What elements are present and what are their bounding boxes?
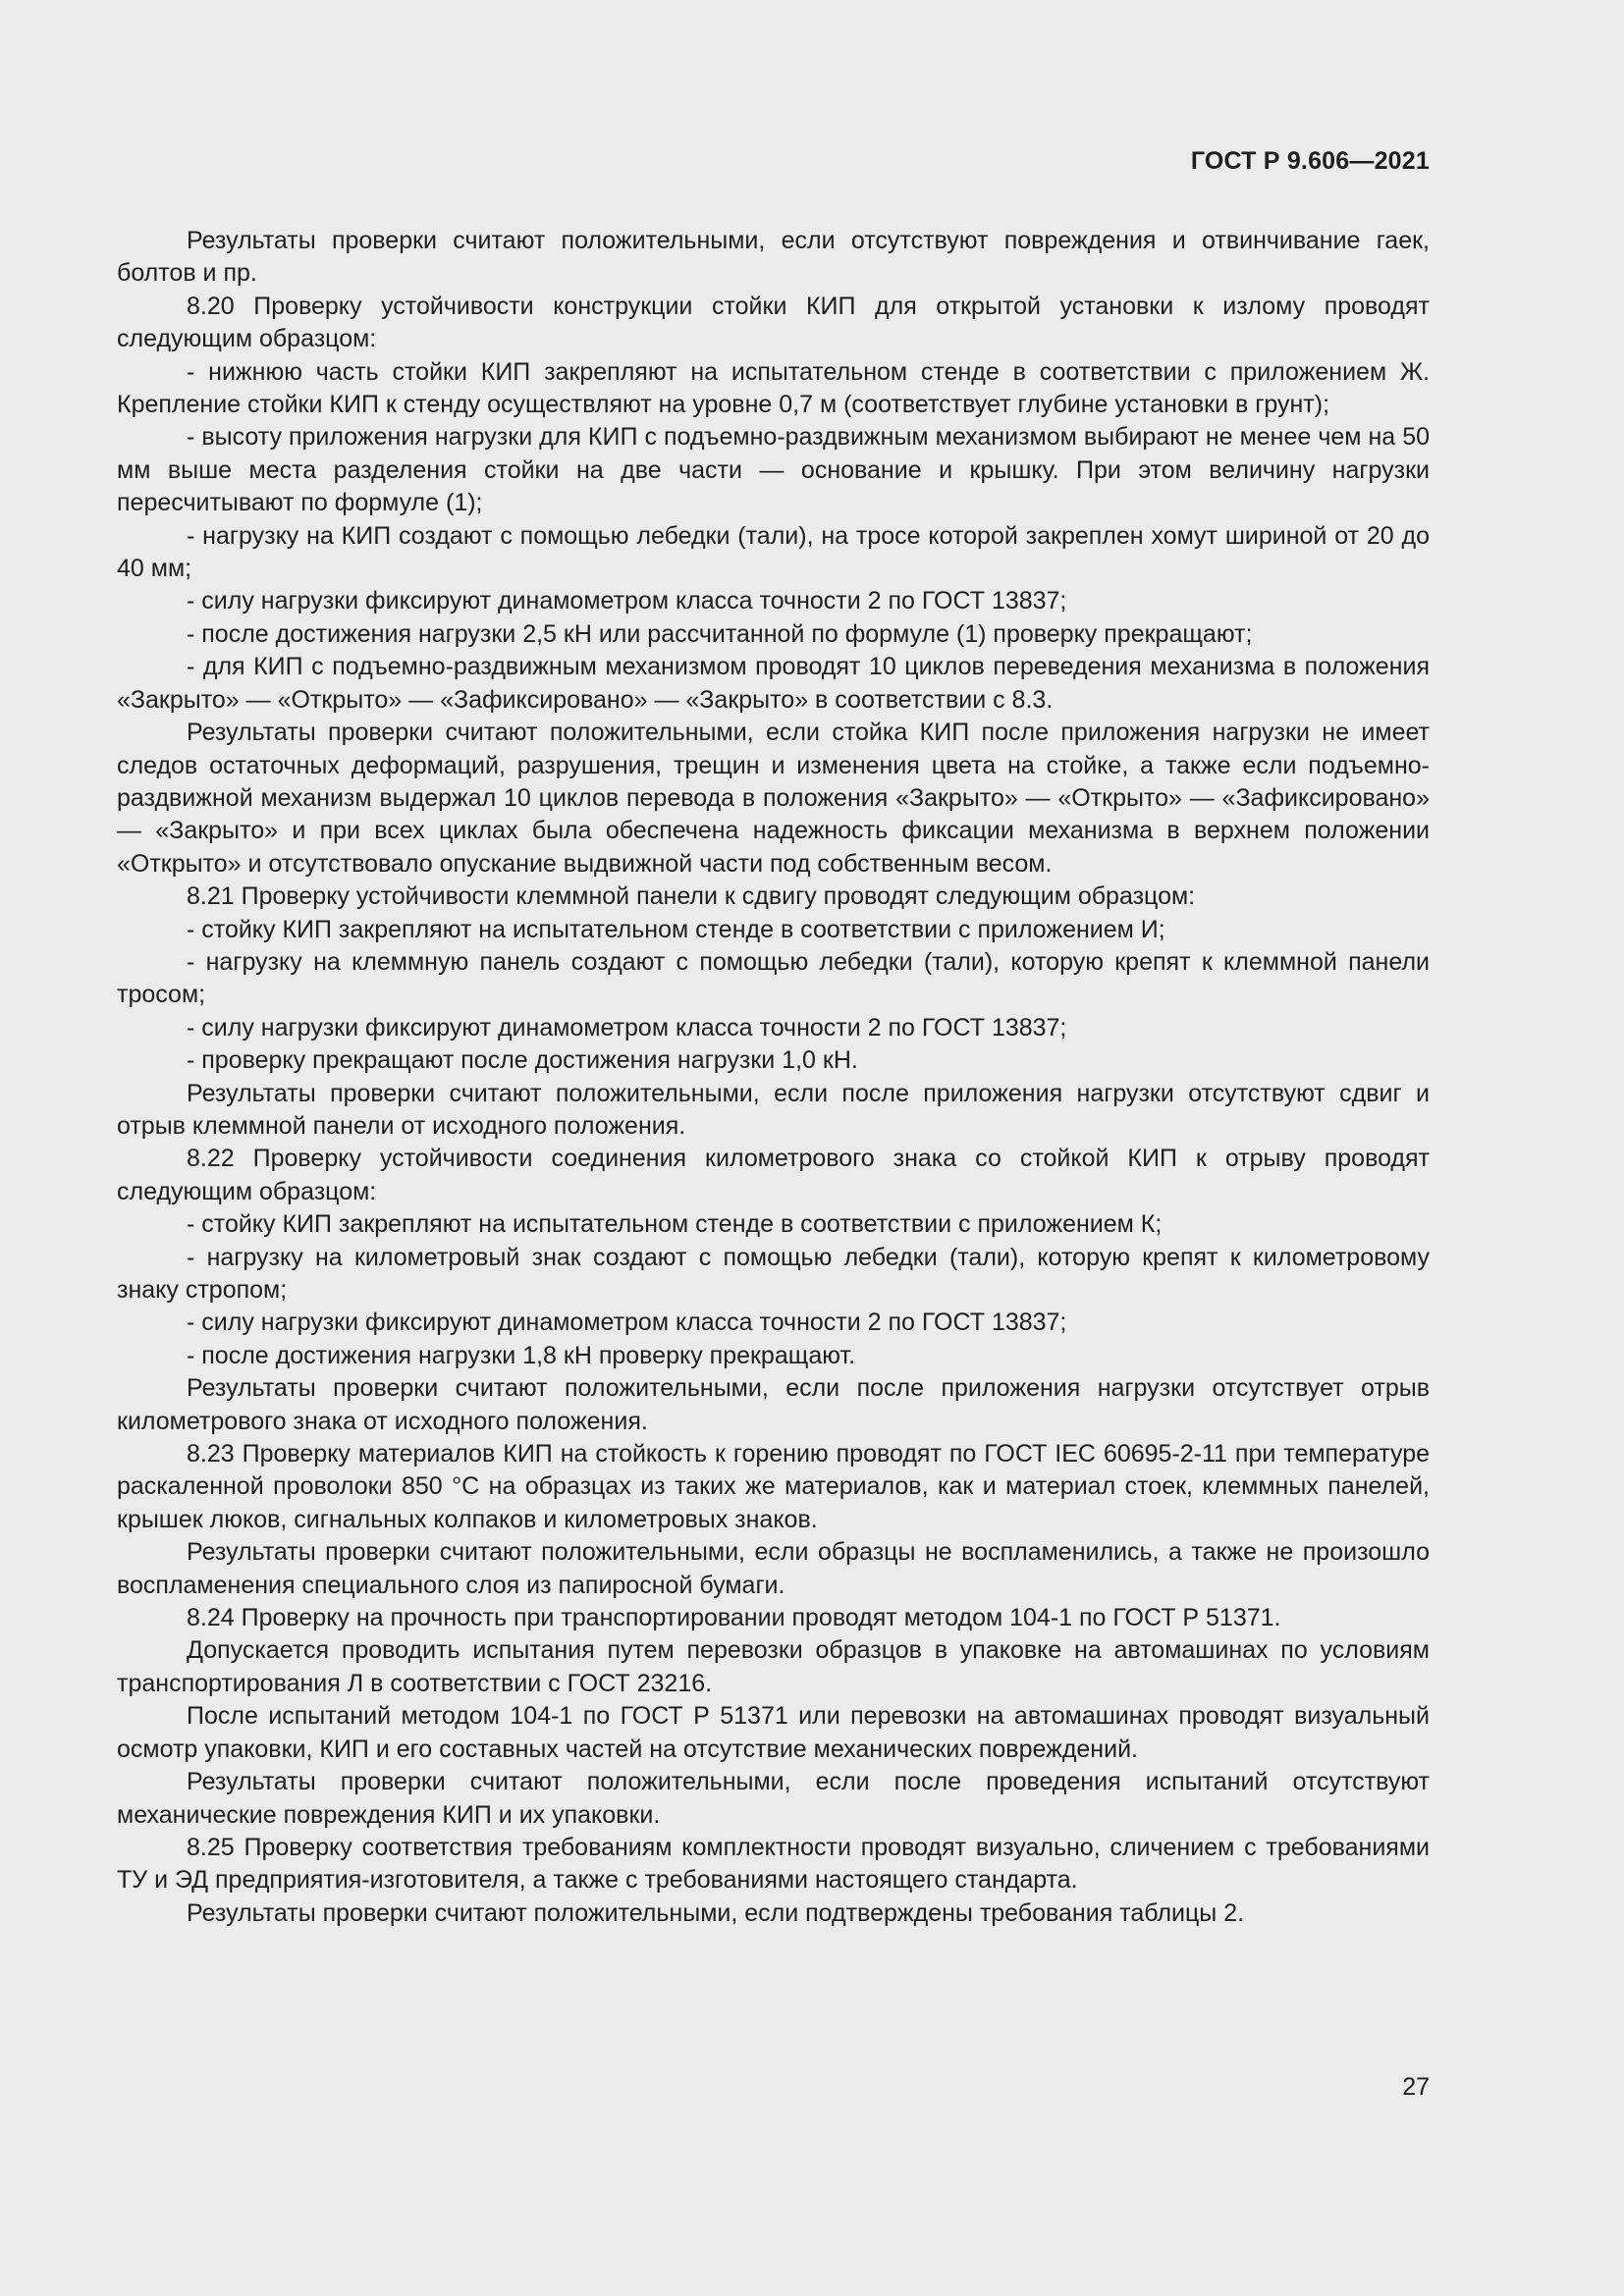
list-item: - высоту приложения нагрузки для КИП с подъемно-раздвижным механизмом выбирают не менее чем на 50 мм выше места разделения стойки на две части — основание и крышку. При этом величину нагрузки пересчитывают по формуле (1); bbox=[117, 423, 1430, 517]
list-item: - силу нагрузки фиксируют динамометром класса точности 2 по ГОСТ 13837; bbox=[187, 1013, 1067, 1041]
list-item: - проверку прекращают после достижения нагрузки 1,0 кН. bbox=[187, 1046, 858, 1075]
paragraph: 8.24 Проверку на прочность при транспортировании проводят методом 104-1 по ГОСТ Р 51371. bbox=[187, 1604, 1281, 1632]
document-body bbox=[117, 225, 1430, 1930]
list-item: - силу нагрузки фиксируют динамометром класса точности 2 по ГОСТ 13837; bbox=[187, 1308, 1067, 1337]
list-item: - для КИП с подъемно-раздвижным механизмом проводят 10 циклов переведения механизма в положения «Закрыто» — «Открыто» — «Зафиксировано» — «Закрыто» в соответствии с 8.3. bbox=[117, 653, 1430, 714]
paragraph: Результаты проверки считают положительными, если после приложения нагрузки отсутствуют сдвиг и отрыв клеммной панели от исходного положения. bbox=[117, 1079, 1430, 1140]
page-number: 27 bbox=[1402, 2073, 1430, 2101]
list-item: - нагрузку на километровый знак создают с помощью лебедки (тали), которую крепят к километровому знаку стропом; bbox=[117, 1243, 1430, 1304]
paragraph: 8.23 Проверку материалов КИП на стойкость к горению проводят по ГОСТ IEC 60695-2-11 при температуре раскаленной проволоки 850 °С на образцах из таких же материалов, как и материал стоек, клеммных панелей, крышек люков, сигнальных колпаков и километровых знаков. bbox=[117, 1440, 1430, 1533]
paragraph: 8.21 Проверку устойчивости клеммной панели к сдвигу проводят следующим образцом: bbox=[187, 882, 1196, 911]
paragraph: Результаты проверки считают положительными, если после проведения испытаний отсутствуют механические повреждения КИП и их упаковки. bbox=[117, 1768, 1430, 1829]
paragraph: 8.22 Проверку устойчивости соединения километрового знака со стойкой КИП к отрыву проводят следующим образцом: bbox=[117, 1145, 1430, 1205]
list-item: - силу нагрузки фиксируют динамометром класса точности 2 по ГОСТ 13837; bbox=[187, 587, 1067, 615]
document-code: ГОСТ Р 9.606—2021 bbox=[1190, 147, 1430, 175]
paragraph: Результаты проверки считают положительными, если стойка КИП после приложения нагрузки не имеет следов остаточных деформаций, разрушения, трещин и изменения цвета на стойке, а также если подъемно-раздвижной механизм выдержал 10 циклов перевода в положения «Закрыто» — «Открыто» — «Зафиксировано» — «Закрыто» и при всех циклах была обеспечена надежность фиксации механизма в верхнем положении «Открыто» и отсутствовало опускание выдвижной части под собственным весом. bbox=[117, 719, 1430, 878]
paragraph: Результаты проверки считают положительными, если отсутствуют повреждения и отвинчивание гаек, болтов и пр. bbox=[117, 227, 1430, 288]
list-item: - стойку КИП закрепляют на испытательном стенде в соответствии с приложением И; bbox=[187, 915, 1165, 943]
list-item: - нагрузку на клеммную панель создают с помощью лебедки (тали), которую крепят к клеммной панели тросом; bbox=[117, 947, 1430, 1009]
paragraph: Результаты проверки считают положительными, если подтверждены требования таблицы 2. bbox=[187, 1898, 1245, 1927]
list-item: - стойку КИП закрепляют на испытательном стенде в соответствии с приложением К; bbox=[187, 1210, 1163, 1239]
paragraph: Результаты проверки считают положительными, если после приложения нагрузки отсутствует отрыв километрового знака от исходного положения. bbox=[117, 1374, 1430, 1435]
paragraph: Результаты проверки считают положительными, если образцы не воспламенились, а также не произошло воспламенения специального слоя из папиросной бумаги. bbox=[117, 1538, 1430, 1599]
list-item: - нагрузку на КИП создают с помощью лебедки (тали), на тросе которой закреплен хомут шириной от 20 до 40 мм; bbox=[117, 521, 1430, 583]
list-item: - нижнюю часть стойки КИП закрепляют на испытательном стенде в соответствии с приложением Ж. Крепление стойки КИП к стенду осуществляют на уровне 0,7 м (соответствует глубине установки в грунт); bbox=[117, 357, 1430, 419]
paragraph: После испытаний методом 104-1 по ГОСТ Р 51371 или перевозки на автомашинах проводят визуальный осмотр упаковки, КИП и его составных частей на отсутствие механических повреждений. bbox=[117, 1702, 1430, 1763]
paragraph: Допускается проводить испытания путем перевозки образцов в упаковке на автомашинах по условиям транспортирования Л в соответствии с ГОСТ 23216. bbox=[117, 1636, 1430, 1697]
paragraph: 8.20 Проверку устойчивости конструкции стойки КИП для открытой установки к излому проводят следующим образцом: bbox=[117, 292, 1430, 353]
paragraph: 8.25 Проверку соответствия требованиям комплектности проводят визуально, сличением с требованиями ТУ и ЭД предприятия-изготовителя, а также с требованиями настоящего стандарта. bbox=[117, 1833, 1430, 1895]
list-item: - после достижения нагрузки 2,5 кН или рассчитанной по формуле (1) проверку прекращают; bbox=[187, 619, 1253, 648]
list-item: - после достижения нагрузки 1,8 кН проверку прекращают. bbox=[187, 1341, 856, 1369]
